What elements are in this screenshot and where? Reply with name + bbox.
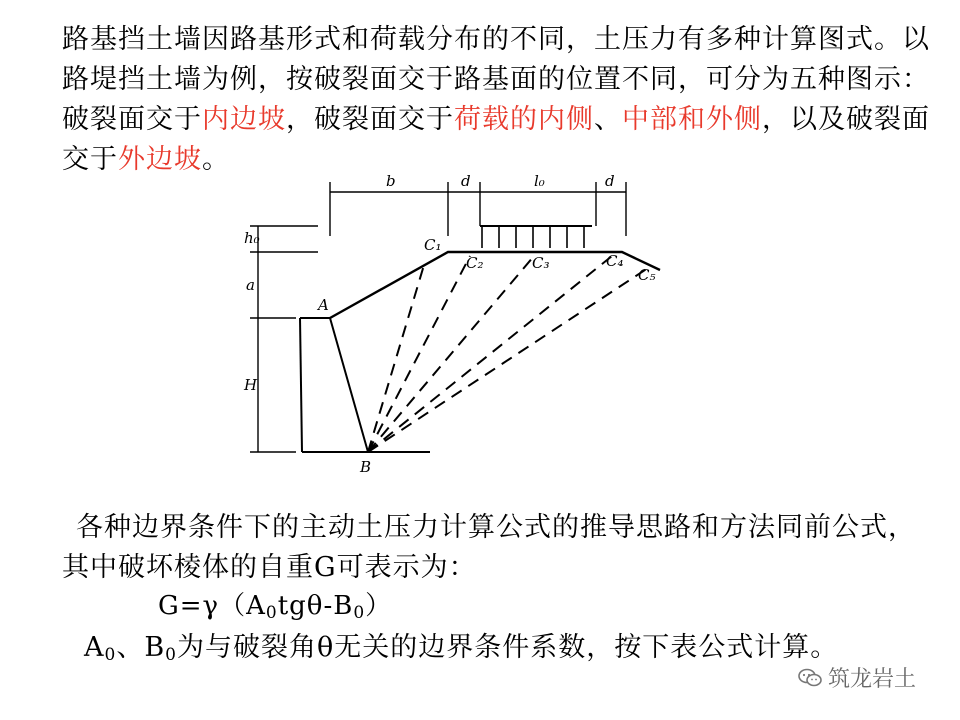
highlight-load-middle-outer: 中部和外侧 <box>622 104 762 135</box>
coef-a-sub: 0 <box>104 645 117 665</box>
label-a: a <box>246 276 255 294</box>
formula-sub-b0: 0 <box>353 603 366 623</box>
intro-text-a: 路基挡土墙因路基形式和荷载分布的不同，土压力有多种计算图式。以路堤挡土墙为例，按破裂面交于路基面的位置不同，可分为五种图示：破裂面交于 <box>62 24 930 135</box>
derivation-text: 各种边界条件下的主动土压力计算公式的推导思路和方法同前公式，其中破坏棱体的自重G可表示为： <box>62 512 916 583</box>
label-A: A <box>318 296 329 314</box>
intro-text-d: ，以及破裂面交于 <box>62 104 930 175</box>
coef-b: 、B <box>116 632 166 663</box>
wall-front-face <box>300 318 302 452</box>
coefficient-paragraph <box>84 628 838 675</box>
highlight-load-inner: 荷载的内侧 <box>454 104 594 135</box>
label-b: b <box>386 172 396 190</box>
rupture-planes <box>368 256 648 452</box>
label-C1: C₁ <box>424 236 442 254</box>
derivation-paragraph <box>62 508 942 588</box>
label-d-left: d <box>461 172 471 190</box>
watermark <box>798 662 916 693</box>
label-C5: C₅ <box>638 266 656 284</box>
formula-prefix: G=γ（A <box>158 591 266 621</box>
watermark-text: 筑龙岩土 <box>828 667 917 692</box>
coef-rest: 为与破裂角θ无关的边界条件系数，按下表公式计算。 <box>177 632 839 663</box>
label-C4: C₄ <box>606 252 624 270</box>
label-C2: C₂ <box>466 254 484 272</box>
label-H: H <box>244 376 258 394</box>
formula-sub-a0: 0 <box>265 603 278 623</box>
coef-b-sub: 0 <box>165 645 177 665</box>
formula-mid: tgθ-B <box>277 591 354 621</box>
highlight-inner-slope: 内边坡 <box>202 104 286 135</box>
label-h0: h₀ <box>244 229 260 247</box>
label-B: B <box>360 458 372 476</box>
wechat-icon <box>798 668 822 688</box>
label-C3: C₃ <box>532 254 550 272</box>
label-l0: l₀ <box>534 172 545 190</box>
coef-a: A <box>84 632 105 663</box>
intro-text-b: ，破裂面交于 <box>286 104 454 135</box>
wall-outline <box>300 318 368 452</box>
formula-suffix: ） <box>365 591 393 621</box>
highlight-outer-slope: 外边坡 <box>118 144 202 175</box>
intro-text-e: 。 <box>202 144 230 175</box>
weight-formula <box>158 586 392 633</box>
load-arrows <box>482 226 584 248</box>
label-d-right: d <box>605 172 615 190</box>
intro-text-c: 、 <box>594 104 622 135</box>
